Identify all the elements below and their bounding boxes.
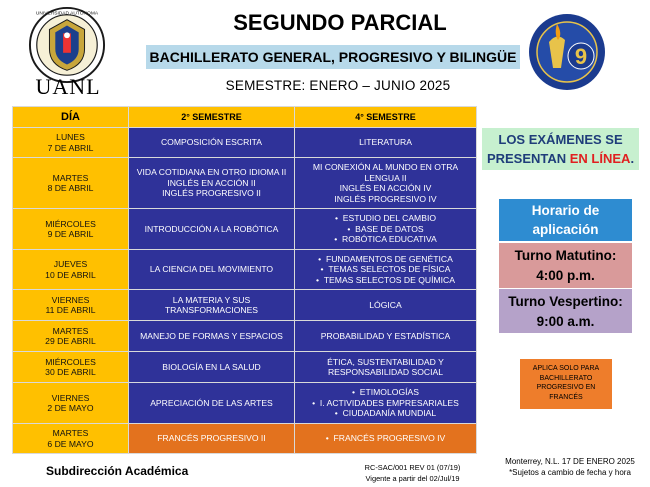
- subject-2nd-cell: INTRODUCCIÓN A LA ROBÓTICA: [129, 209, 295, 250]
- subject-list-item: • TEMAS SELECTOS DE QUÍMICA: [298, 275, 473, 286]
- french-only-note: APLICA SOLO PARA BACHILLERATO PROGRESIVO EN FRANCÉS: [520, 359, 612, 409]
- day-cell: LUNES 7 DE ABRIL: [13, 128, 129, 158]
- evening-shift-box: Turno Vespertino: 9:00 a.m.: [499, 289, 632, 333]
- subject-2nd-cell: APRECIACIÓN DE LAS ARTES: [129, 383, 295, 424]
- subject-4th-cell: [295, 250, 477, 290]
- online-exams-note: LOS EXÁMENES SE PRESENTAN EN LÍNEA.: [482, 128, 639, 170]
- table-row: [13, 250, 477, 290]
- schedule-heading: Horario de aplicación: [499, 199, 632, 241]
- column-header-day: DÍA: [13, 107, 129, 128]
- preparatoria-9-logo: [527, 12, 607, 92]
- footer-document-code: RC-SAC/001 REV 01 (07/19) Vigente a partir del 02/Jul/19: [364, 463, 461, 483]
- day-cell: JUEVES 10 DE ABRIL: [13, 250, 129, 290]
- day-cell: MARTES 29 DE ABRIL: [13, 321, 129, 352]
- subject-4th-cell: PROBABILIDAD Y ESTADÍSTICA: [295, 321, 477, 352]
- subject-4th-cell: [295, 209, 477, 250]
- subject-2nd-cell: BIOLOGÍA EN LA SALUD: [129, 352, 295, 383]
- subject-2nd-cell: LA CIENCIA DEL MOVIMIENTO: [129, 250, 295, 290]
- subject-list-item: • ROBÓTICA EDUCATIVA: [298, 234, 473, 245]
- subject-list-item: • FRANCÉS PROGRESIVO IV: [298, 433, 473, 444]
- table-row: [13, 321, 477, 352]
- uanl-wordmark: UANL: [35, 74, 101, 99]
- subject-list-item: • I. ACTIVIDADES EMPRESARIALES: [298, 398, 473, 409]
- exam-schedule-table: [12, 106, 477, 454]
- subject-2nd-cell: COMPOSICIÓN ESCRITA: [129, 128, 295, 158]
- uanl-seal-logo: [28, 6, 106, 84]
- day-cell: VIERNES 2 DE MAYO: [13, 383, 129, 424]
- subject-list-item: • CIUDADANÍA MUNDIAL: [298, 408, 473, 419]
- semester-label: SEMESTRE: ENERO – JUNIO 2025: [225, 78, 451, 93]
- day-cell: MARTES 8 DE ABRIL: [13, 158, 129, 209]
- day-cell: VIERNES 11 DE ABRIL: [13, 290, 129, 321]
- day-cell: MIÉRCOLES 9 DE ABRIL: [13, 209, 129, 250]
- subject-4th-cell: [295, 383, 477, 424]
- table-row: [13, 209, 477, 250]
- preparatoria-number: 9: [574, 44, 588, 69]
- day-cell: MIÉRCOLES 30 DE ABRIL: [13, 352, 129, 383]
- subject-list-item: • ETIMOLOGÍAS: [298, 387, 473, 398]
- subject-2nd-cell: LA MATERIA Y SUS TRANSFORMACIONES: [129, 290, 295, 321]
- day-cell: MARTES 6 DE MAYO: [13, 424, 129, 454]
- subject-4th-cell: [295, 424, 477, 454]
- table-row: [13, 290, 477, 321]
- subject-2nd-cell: FRANCÉS PROGRESIVO II: [129, 424, 295, 454]
- column-header-2nd-semester: 2° SEMESTRE: [129, 107, 295, 128]
- footer-date-note: Monterrey, N.L. 17 DE ENERO 2025 *Sujetos a cambio de fecha y hora: [505, 457, 635, 477]
- subject-4th-cell: LÓGICA: [295, 290, 477, 321]
- morning-shift-box: Turno Matutino: 4:00 p.m.: [499, 243, 632, 288]
- subject-list-item: • BASE DE DATOS: [298, 224, 473, 235]
- online-highlight: EN LÍNEA: [569, 151, 631, 166]
- table-header-row: [13, 107, 477, 128]
- footer-department: Subdirección Académica: [46, 464, 189, 478]
- subject-2nd-cell: VIDA COTIDIANA EN OTRO IDIOMA II INGLÉS EN ACCIÓN II INGLÉS PROGRESIVO II: [129, 158, 295, 209]
- table-row: [13, 352, 477, 383]
- table-row: [13, 383, 477, 424]
- subject-4th-cell: MI CONEXIÓN AL MUNDO EN OTRA LENGUA II INGLÉS EN ACCIÓN IV INGLÉS PROGRESIVO IV: [295, 158, 477, 209]
- page-subtitle: BACHILLERATO GENERAL, PROGRESIVO Y BILINGÜE: [146, 45, 520, 69]
- subject-4th-cell: ÉTICA, SUSTENTABILIDAD Y RESPONSABILIDAD SOCIAL: [295, 352, 477, 383]
- table-row: [13, 158, 477, 209]
- subject-list-item: • ESTUDIO DEL CAMBIO: [298, 213, 473, 224]
- subject-2nd-cell: MANEJO DE FORMAS Y ESPACIOS: [129, 321, 295, 352]
- table-row: [13, 424, 477, 454]
- page-title: SEGUNDO PARCIAL: [233, 10, 447, 35]
- subject-list-item: • TEMAS SELECTOS DE FÍSICA: [298, 264, 473, 275]
- table-row: [13, 128, 477, 158]
- subject-4th-cell: LITERATURA: [295, 128, 477, 158]
- subject-list-item: • FUNDAMENTOS DE GENÉTICA: [298, 254, 473, 265]
- svg-text:UNIVERSIDAD AUTONOMA: UNIVERSIDAD AUTONOMA: [35, 11, 99, 17]
- column-header-4th-semester: 4° SEMESTRE: [295, 107, 477, 128]
